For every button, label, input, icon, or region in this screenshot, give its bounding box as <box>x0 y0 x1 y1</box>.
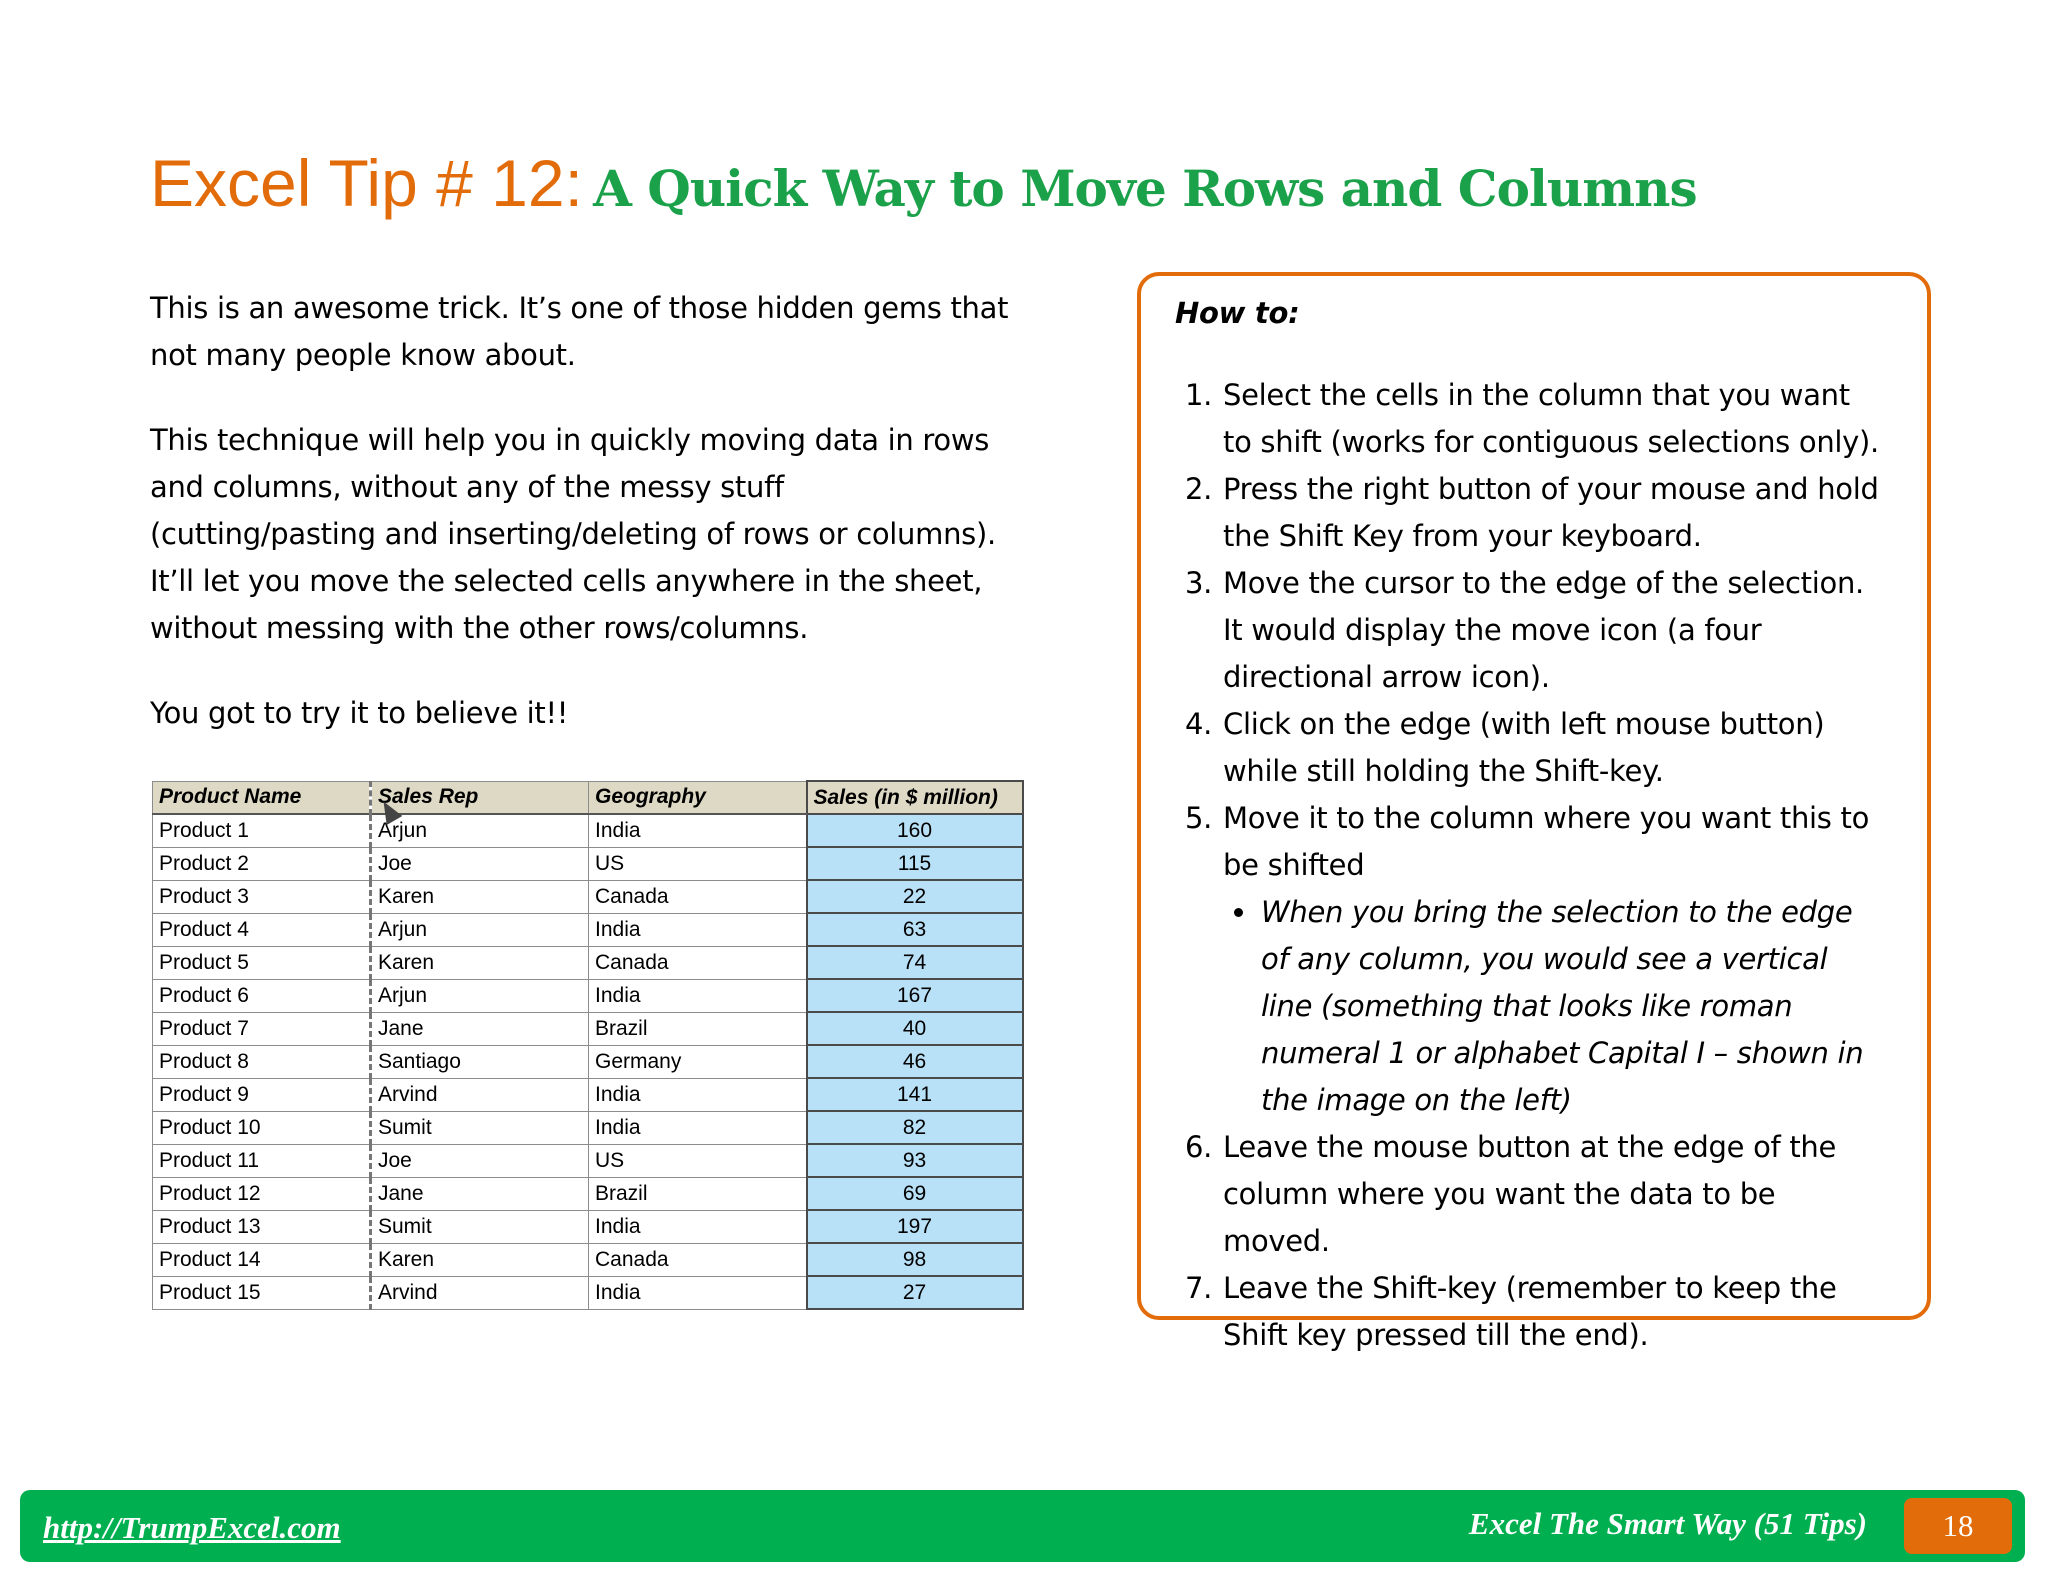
cell-product[interactable]: Product 15 <box>153 1276 371 1309</box>
cell-geography[interactable]: Brazil <box>589 1012 807 1045</box>
table-row <box>153 814 1023 847</box>
intro-paragraph-3: You got to try it to believe it!! <box>150 696 569 730</box>
cell-sales-rep[interactable]: Arvind <box>371 1276 589 1309</box>
table-row <box>153 1012 1023 1045</box>
cell-geography[interactable]: India <box>589 1210 807 1243</box>
table-header-row <box>153 781 1023 814</box>
tip-title: A Quick Way to Move Rows and Columns <box>593 159 1697 218</box>
table-row <box>153 1177 1023 1210</box>
cell-sales-rep[interactable]: Arjun <box>371 913 589 946</box>
sales-table <box>152 780 1024 1310</box>
cell-product[interactable]: Product 14 <box>153 1243 371 1276</box>
cell-sales-rep[interactable]: Karen <box>371 1243 589 1276</box>
cell-product[interactable]: Product 9 <box>153 1078 371 1111</box>
cell-sales-rep[interactable]: Arjun <box>371 979 589 1012</box>
cell-geography[interactable]: India <box>589 1078 807 1111</box>
cell-sales-rep[interactable]: Jane <box>371 1177 589 1210</box>
step-item: 1. Select the cells in the column that you want to shift (works for contiguous selections only). <box>1221 372 1887 466</box>
cell-sales-rep[interactable]: Jane <box>371 1012 589 1045</box>
book-title: Excel The Smart Way (51 Tips) <box>1468 1506 1867 1541</box>
cell-geography[interactable]: US <box>589 847 807 880</box>
cell-sales[interactable]: 40 <box>807 1012 1023 1045</box>
cell-sales[interactable]: 46 <box>807 1045 1023 1078</box>
step-note-list <box>1223 889 1887 1124</box>
cell-sales-rep[interactable]: Joe <box>371 847 589 880</box>
table-row <box>153 946 1023 979</box>
step-item: 3. Move the cursor to the edge of the selection. It would display the move icon (a four directional arrow icon). <box>1221 560 1887 701</box>
cell-sales[interactable]: 22 <box>807 880 1023 913</box>
table-row <box>153 1144 1023 1177</box>
table-row <box>153 1078 1023 1111</box>
cell-sales-rep[interactable]: Karen <box>371 880 589 913</box>
cell-geography[interactable]: Germany <box>589 1045 807 1078</box>
cell-product[interactable]: Product 4 <box>153 913 371 946</box>
cell-sales-rep[interactable]: Sumit <box>371 1210 589 1243</box>
footer-bar <box>20 1490 2025 1562</box>
how-to-box <box>1137 272 1931 1352</box>
cell-geography[interactable]: Brazil <box>589 1177 807 1210</box>
cell-product[interactable]: Product 12 <box>153 1177 371 1210</box>
cell-product[interactable]: Product 6 <box>153 979 371 1012</box>
cell-sales[interactable]: 115 <box>807 847 1023 880</box>
col-header-product: Product Name <box>153 781 371 814</box>
cell-geography[interactable]: India <box>589 814 807 847</box>
cell-geography[interactable]: India <box>589 913 807 946</box>
table-body <box>153 814 1023 1309</box>
table-row <box>153 913 1023 946</box>
table-row <box>153 1045 1023 1078</box>
cell-sales[interactable]: 27 <box>807 1276 1023 1309</box>
cell-product[interactable]: Product 7 <box>153 1012 371 1045</box>
how-to-heading: How to: <box>1175 296 1300 330</box>
cell-sales[interactable]: 197 <box>807 1210 1023 1243</box>
step-item: 2. Press the right button of your mouse and hold the Shift Key from your keyboard. <box>1221 466 1887 560</box>
cell-product[interactable]: Product 10 <box>153 1111 371 1144</box>
table-row <box>153 979 1023 1012</box>
cell-product[interactable]: Product 2 <box>153 847 371 880</box>
intro-paragraph-2: This technique will help you in quickly moving data in rows and columns, without any of the messy stuff (cutting/pasting and inserting/deleting of rows or columns). It’ll let you move the selected cells anywhere in the sheet, without messing with the other rows/columns. <box>150 423 996 645</box>
cell-sales[interactable]: 63 <box>807 913 1023 946</box>
cell-sales-rep[interactable]: Karen <box>371 946 589 979</box>
cell-geography[interactable]: India <box>589 1276 807 1309</box>
intro-paragraph-1: This is an awesome trick. It’s one of those hidden gems that not many people know about. <box>150 291 1009 372</box>
cell-sales[interactable]: 167 <box>807 979 1023 1012</box>
cell-product[interactable]: Product 13 <box>153 1210 371 1243</box>
cell-product[interactable]: Product 5 <box>153 946 371 979</box>
cell-sales[interactable]: 74 <box>807 946 1023 979</box>
table-row <box>153 1276 1023 1309</box>
cell-sales[interactable]: 93 <box>807 1144 1023 1177</box>
cell-product[interactable]: Product 3 <box>153 880 371 913</box>
cell-sales-rep[interactable]: Arjun <box>371 814 589 847</box>
cell-product[interactable]: Product 11 <box>153 1144 371 1177</box>
cell-product[interactable]: Product 8 <box>153 1045 371 1078</box>
step-item: 6. Leave the mouse button at the edge of the column where you want the data to be moved. <box>1221 1124 1887 1265</box>
cell-sales[interactable]: 69 <box>807 1177 1023 1210</box>
step-5-text: Move it to the column where you want this to be shifted <box>1223 801 1870 882</box>
col-header-geography: Geography <box>589 781 807 814</box>
intro-text <box>150 285 1010 775</box>
cell-geography[interactable]: India <box>589 979 807 1012</box>
cell-geography[interactable]: Canada <box>589 1243 807 1276</box>
col-header-sales-rep: Sales Rep <box>371 781 589 814</box>
cell-product[interactable]: Product 1 <box>153 814 371 847</box>
table-row <box>153 847 1023 880</box>
tip-number: Excel Tip # 12: <box>150 146 583 220</box>
cell-sales[interactable]: 82 <box>807 1111 1023 1144</box>
cell-sales-rep[interactable]: Sumit <box>371 1111 589 1144</box>
table-row <box>153 880 1023 913</box>
cell-geography[interactable]: Canada <box>589 880 807 913</box>
cell-sales-rep[interactable]: Santiago <box>371 1045 589 1078</box>
cell-geography[interactable]: Canada <box>589 946 807 979</box>
page-number: 18 <box>1904 1498 2012 1554</box>
col-header-sales: Sales (in $ million) <box>807 781 1023 814</box>
page-title <box>150 146 1697 220</box>
table-row <box>153 1243 1023 1276</box>
site-link[interactable]: http://TrumpExcel.com <box>43 1510 341 1545</box>
step-note: • When you bring the selection to the edge of any column, you would see a vertical line (something that looks like roman numeral 1 or alphabet Capital I – shown in the image on the left) <box>1259 889 1887 1124</box>
steps-list <box>1175 372 1887 1359</box>
step-item: 4. Click on the edge (with left mouse button) while still holding the Shift-key. <box>1221 701 1887 795</box>
cell-sales[interactable]: 141 <box>807 1078 1023 1111</box>
cell-sales[interactable]: 98 <box>807 1243 1023 1276</box>
cell-sales-rep[interactable]: Joe <box>371 1144 589 1177</box>
cell-sales[interactable]: 160 <box>807 814 1023 847</box>
cell-geography[interactable]: India <box>589 1111 807 1144</box>
table-row <box>153 1111 1023 1144</box>
table-row <box>153 1210 1023 1243</box>
cell-sales-rep[interactable]: Arvind <box>371 1078 589 1111</box>
step-item <box>1221 795 1887 1124</box>
cell-geography[interactable]: US <box>589 1144 807 1177</box>
step-item: 7. Leave the Shift-key (remember to keep the Shift key pressed till the end). <box>1221 1265 1887 1359</box>
